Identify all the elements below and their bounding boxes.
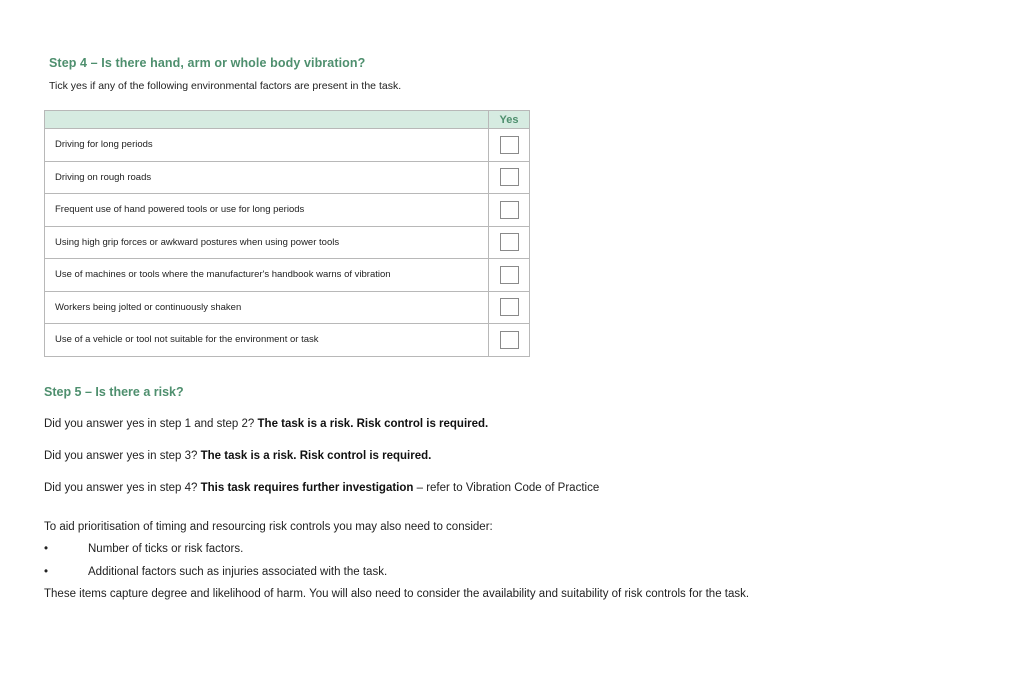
yes-checkbox[interactable] [500,201,519,219]
closing-paragraph: These items capture degree and likelihood of harm. You will also need to consider the availability and suitability of risk controls for the task. [44,588,750,600]
question-1-text: Did you answer yes in step 1 and step 2? [44,418,258,430]
row-label: Use of a vehicle or tool not suitable for the environment or task [45,324,489,357]
question-3-result: This task requires further investigation [200,482,414,494]
yes-checkbox[interactable] [500,298,519,316]
step5-question-2 [44,450,431,462]
yes-cell [489,259,530,292]
table-row [45,129,530,162]
table-header-row [45,111,530,129]
bullet-dot-icon: • [44,543,49,555]
row-label: Using high grip forces or awkward postures when using power tools [45,226,489,259]
aid-intro: To aid prioritisation of timing and resourcing risk controls you may also need to consider: [44,521,493,533]
table-header-yes: Yes [489,111,530,129]
vibration-checklist-table [44,110,530,357]
yes-cell [489,324,530,357]
yes-cell [489,226,530,259]
row-label: Driving for long periods [45,129,489,162]
table-row [45,194,530,227]
table-row [45,226,530,259]
bullet-text: Number of ticks or risk factors. [88,543,244,555]
bullet-text: Additional factors such as injuries associated with the task. [88,566,388,578]
question-2-text: Did you answer yes in step 3? [44,450,201,462]
row-label: Driving on rough roads [45,161,489,194]
step4-intro: Tick yes if any of the following environmental factors are present in the task. [49,80,402,92]
step5-title: Step 5 – Is there a risk? [44,385,184,399]
question-3-tail: – refer to Vibration Code of Practice [413,482,600,494]
row-label: Workers being jolted or continuously shaken [45,291,489,324]
table-row [45,161,530,194]
yes-cell [489,291,530,324]
yes-cell [489,161,530,194]
step4-title: Step 4 – Is there hand, arm or whole body vibration? [49,56,366,70]
yes-checkbox[interactable] [500,331,519,349]
row-label: Use of machines or tools where the manufacturer's handbook warns of vibration [45,259,489,292]
table-row [45,291,530,324]
step5-question-3 [44,482,599,494]
yes-checkbox[interactable] [500,266,519,284]
yes-checkbox[interactable] [500,168,519,186]
question-3-text: Did you answer yes in step 4? [44,482,201,494]
yes-cell [489,129,530,162]
step5-question-1 [44,418,488,430]
yes-cell [489,194,530,227]
table-row [45,324,530,357]
question-1-result: The task is a risk. Risk control is required. [257,418,489,430]
row-label: Frequent use of hand powered tools or use for long periods [45,194,489,227]
bullet-dot-icon: • [44,566,49,578]
table-header-blank [45,111,489,129]
yes-checkbox[interactable] [500,136,519,154]
table-row [45,259,530,292]
question-2-result: The task is a risk. Risk control is required. [200,450,432,462]
yes-checkbox[interactable] [500,233,519,251]
